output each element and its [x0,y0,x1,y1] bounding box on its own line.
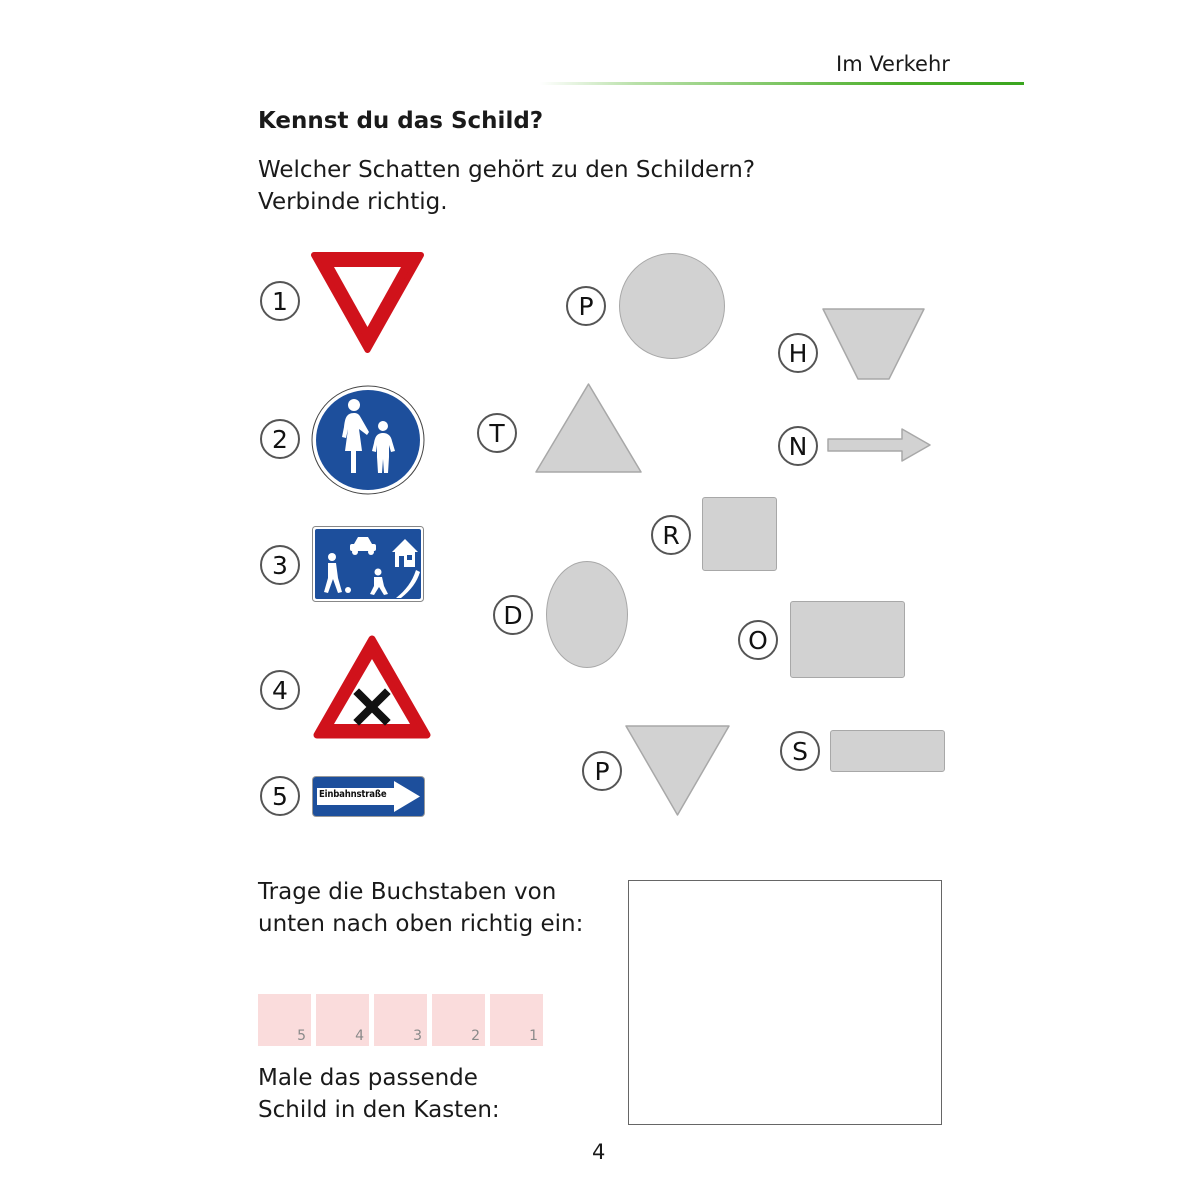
crossroads-warning-sign-icon [312,634,432,740]
yield-sign-icon [310,251,425,354]
rectangle-shadow [790,601,905,678]
one-way-sign-icon [313,777,424,816]
shadow-letter-p-bottom: P [582,751,622,791]
instruction-line-2: Verbinde richtig. [258,189,448,215]
instruction-line-1: Welcher Schatten gehört zu den Schildern? [258,157,756,183]
inverted-trapezoid-shadow [819,305,928,383]
oval-shadow [546,561,628,668]
answer-box-4[interactable] [316,994,369,1046]
shadow-letter-d: D [493,595,533,635]
pedestrian-path-sign-icon [311,385,425,495]
answer-box-number: 5 [297,1028,306,1044]
task3-line-2: Schild in den Kasten: [258,1097,500,1123]
sign-number-4: 4 [260,670,300,710]
answer-box-number: 2 [471,1028,480,1044]
shadow-letter-r: R [651,515,691,555]
task2-line-1: Trage die Buchstaben von [258,879,557,905]
answer-box-number: 1 [529,1028,538,1044]
sign-number-1: 1 [260,281,300,321]
sign-number-5: 5 [260,776,300,816]
task3-line-1: Male das passende [258,1065,478,1091]
shadow-letter-n: N [778,426,818,466]
arrow-shadow [826,427,933,463]
inverted-triangle-shadow [622,722,733,819]
drawing-box[interactable] [628,880,942,1125]
answer-box-number: 3 [413,1028,422,1044]
play-street-sign-icon [312,526,424,602]
shadow-letter-p-top: P [566,286,606,326]
task2-line-2: unten nach oben richtig ein: [258,911,584,937]
square-shadow [702,497,777,571]
header-divider [540,82,1024,85]
shadow-letter-o: O [738,620,778,660]
answer-box-2[interactable] [432,994,485,1046]
header-title: Im Verkehr [836,52,950,76]
answer-box-number: 4 [355,1028,364,1044]
circle-shadow [619,253,725,359]
shadow-letter-t: T [477,413,517,453]
one-way-sign-text: Einbahnstraße [319,789,387,800]
sign-number-2: 2 [260,419,300,459]
triangle-shadow [532,380,645,476]
answer-box-3[interactable] [374,994,427,1046]
answer-box-1[interactable] [490,994,543,1046]
shadow-letter-s: S [780,731,820,771]
shadow-letter-h: H [778,333,818,373]
sign-number-3: 3 [260,545,300,585]
answer-box-5[interactable] [258,994,311,1046]
page-title: Kennst du das Schild? [258,108,544,134]
page-number: 4 [592,1140,606,1164]
wide-rectangle-shadow [830,730,945,772]
